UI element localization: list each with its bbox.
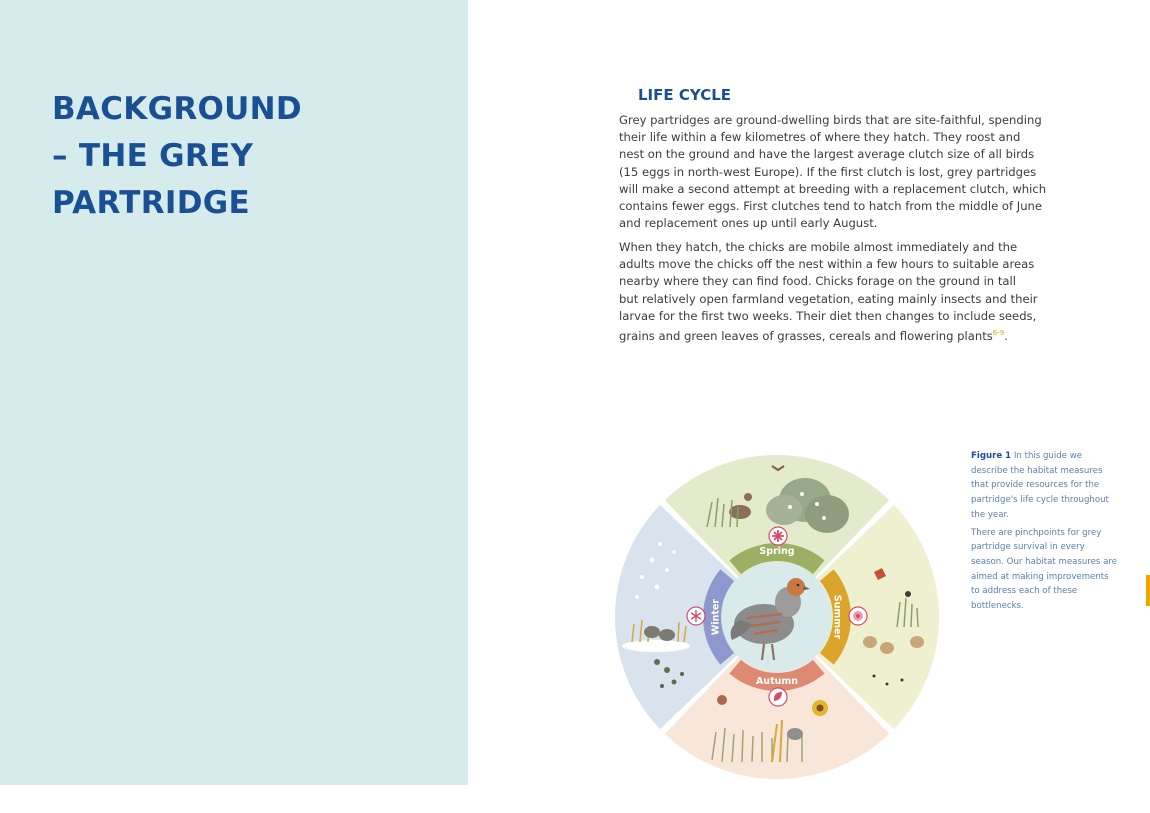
title-line-1: BACKGROUND [52,91,302,127]
summer-label: Summer [831,594,843,640]
paragraph-life-cycle-2 [619,239,1049,345]
caption-line: to address each of these [971,586,1078,597]
caption-line: aimed at making improvements [971,571,1109,582]
paragraph-line-last [619,325,1049,345]
figure-label: Figure 1 [971,451,1012,461]
figure-caption [971,449,1131,617]
paragraph-end: . [1004,328,1008,343]
paragraph-line: Grey partridges are ground-dwelling birds that are site-faithful, spending [619,113,1042,127]
reference-superscript[interactable]: 6-9 [992,329,1005,338]
spring-flower-icon [769,527,787,545]
paragraph-line: their life within a few kilometres of where they hatch. They roost and [619,130,1021,145]
page-edge-tab [1146,575,1150,606]
autumn-leaf-icon [769,688,787,706]
caption-line: season. Our habitat measures are [971,556,1118,567]
paragraph-line: nest on the ground and have the largest average clutch size of all birds [619,147,1035,162]
paragraph-line: will make a second attempt at breeding with a replacement clutch, which [619,181,1047,196]
paragraph-line: (15 eggs in north-west Europe). If the first clutch is lost, grey partridges [619,164,1037,179]
life-cycle-figure [612,452,942,782]
page-title [52,86,452,227]
section-title: LIFE CYCLE [638,86,732,104]
caption-text: In this guide we [1011,451,1083,461]
caption-paragraph-1 [971,449,1131,523]
winter-label: Winter [710,598,722,636]
winter-snowflake-icon [687,607,705,625]
caption-line: that provide resources for the [971,480,1100,491]
paragraph-line: adults move the chicks off the nest within a few hours to suitable areas [619,257,1035,272]
autumn-label: Autumn [755,676,799,687]
paragraph-line: larvae for the first two weeks. Their diet then changes to include seeds, [619,308,1037,323]
paragraph-line: contains fewer eggs. First clutches tend to hatch from the middle of June [619,199,1043,214]
paragraph-text: grains and green leaves of grasses, cereals and flowering plants [619,328,993,343]
caption-line: bottlenecks. [971,601,1024,612]
spring-label: Spring [759,546,795,557]
paragraph-line: but relatively open farmland vegetation, eating mainly insects and their [619,291,1038,306]
caption-line: the year. [971,509,1009,520]
paragraph-life-cycle-1 [619,112,1049,232]
summer-flower-icon [849,607,867,625]
caption-line: partridge survival in every [971,542,1085,553]
caption-line: There are pinchpoints for grey [971,527,1102,538]
caption-line: describe the habitat measures [971,465,1103,476]
paragraph-line: When they hatch, the chicks are mobile almost immediately and the [619,240,1018,254]
caption-line: partridge's life cycle throughout [971,495,1109,506]
paragraph-line: nearby where they can find food. Chicks forage on the ground in tall [619,274,1016,289]
title-line-3: PARTRIDGE [52,185,250,221]
caption-line [971,449,1131,464]
paragraph-line: and replacement ones up until early August. [619,216,878,231]
title-line-2: – THE GREY [52,138,254,174]
caption-paragraph-2 [971,526,1131,614]
